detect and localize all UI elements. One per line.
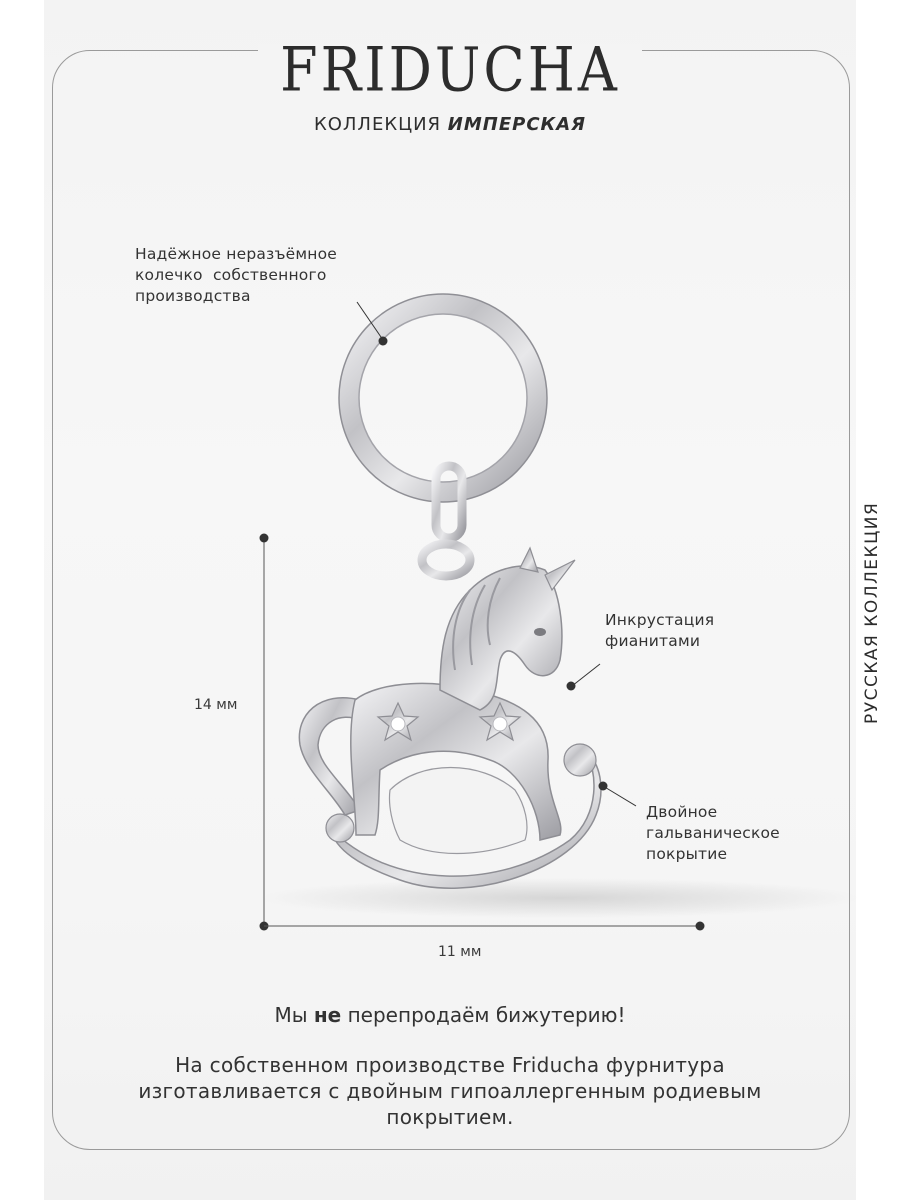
stones-annotation: [605, 610, 714, 652]
ring-annotation-line: производства: [135, 287, 251, 305]
coating-leader-line: [603, 786, 636, 806]
rocker-end-left: [326, 814, 354, 842]
tagline: [52, 1003, 848, 1027]
width-dimension-label: 11 мм: [438, 944, 482, 960]
body-cutout: [389, 768, 526, 854]
tagline-emphasis: не: [313, 1003, 342, 1027]
collection-name: ИМПЕРСКАЯ: [447, 114, 587, 135]
description-paragraph: На собственном производстве Friducha фурнитура изготавливается с двойным гипоаллергенным родиевым покрытием.: [138, 1053, 762, 1129]
brand-logo: FRIDUCHA: [280, 34, 620, 105]
floor-shadow: [260, 878, 860, 918]
tagline-end: перепродаём бижутерию!: [341, 1003, 626, 1027]
height-dimension-label: 14 мм: [194, 697, 238, 713]
pendant-loop: [422, 544, 470, 576]
horse-head: [440, 566, 562, 710]
ring-annotation-line: Надёжное неразъёмное: [135, 245, 338, 263]
rocker-end-right: [564, 744, 596, 776]
cz-stone-left: [391, 717, 405, 731]
horse-ear: [520, 548, 538, 572]
collection-prefix: КОЛЛЕКЦИЯ: [313, 114, 442, 135]
coating-annotation-line: гальваническое: [646, 824, 780, 842]
coating-annotation-line: Двойное: [646, 803, 718, 821]
ring-annotation-line: колечко собственного: [135, 266, 327, 284]
side-label: РУССКАЯ КОЛЛЕКЦИЯ: [862, 501, 882, 724]
stones-annotation-line: Инкрустация: [605, 611, 715, 629]
stones-annotation-line: фианитами: [605, 632, 701, 650]
ring-leader-dot: [379, 337, 388, 346]
ring-annotation: [135, 244, 337, 307]
width-dim-right-dot: [696, 922, 705, 931]
cz-stone-right: [493, 717, 507, 731]
coating-leader-dot: [599, 782, 608, 791]
tagline-start: Мы: [274, 1003, 314, 1027]
unicorn-horn: [545, 560, 575, 590]
horse-eye: [534, 628, 546, 636]
stones-leader-dot: [567, 682, 576, 691]
stones-leader-line: [572, 664, 600, 686]
coating-annotation: [646, 802, 780, 865]
height-dim-top-dot: [260, 534, 269, 543]
coating-annotation-line: покрытие: [646, 845, 728, 863]
